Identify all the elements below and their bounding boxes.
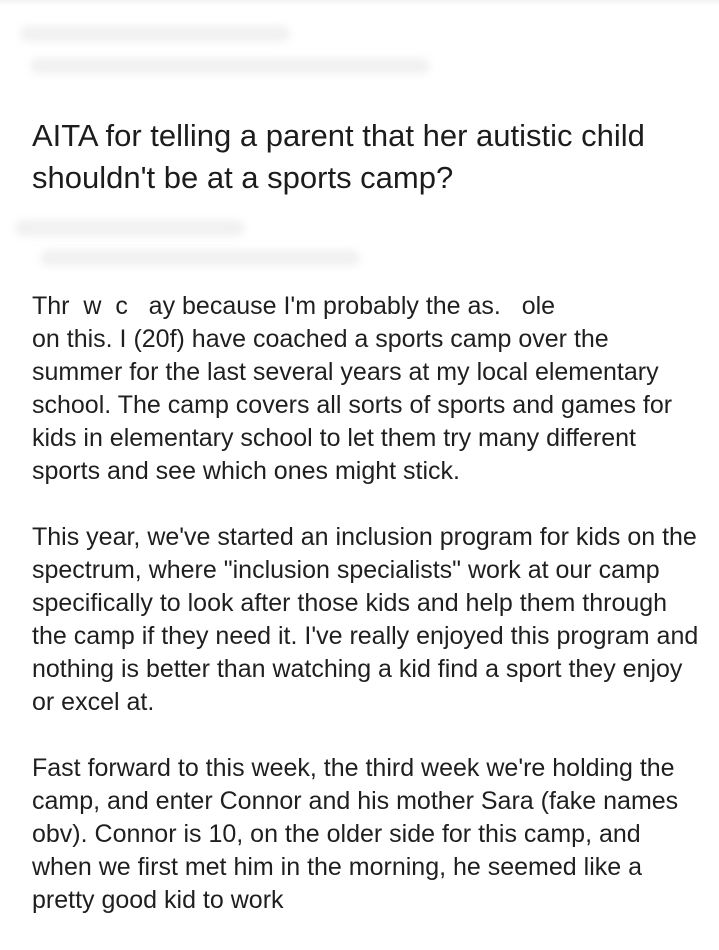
blurred-header (0, 6, 719, 102)
blurred-flair (15, 220, 245, 236)
post-paragraph-2: This year, we've started an inclusion program for kids on the spectrum, where "inclusion specialists" work at our camp specifically to look after those kids and help them through the camp if they need it. I've really enjoyed this program and nothing is better than watching a kid find a sport they enjoy or excel at. (32, 523, 706, 716)
blurred-meta (0, 205, 719, 285)
blurred-username (20, 26, 290, 42)
post-body (32, 290, 704, 950)
post-paragraph-3: Fast forward to this week, the third week we're holding the camp, and enter Connor and his mother Sara (fake names obv). Connor is 10, on the older side for this camp, and when we first met him in the morning, he seemed like a pretty good kid to work (32, 754, 686, 914)
post-paragraph-1: Thr w c ay because I'm probably the as. ole on this. I (20f) have coached a sports camp over the summer for the last several years at my local elementary school. The camp covers all sorts of sports and games for kids in elementary school to let them try many different sports and see which ones might stick. (32, 292, 673, 485)
bottom-fade (0, 933, 719, 947)
blurred-subreddit (30, 58, 430, 74)
blurred-edit-note (40, 250, 360, 266)
post-title: AITA for telling a parent that her autistic child shouldn't be at a sports camp? (32, 118, 645, 195)
